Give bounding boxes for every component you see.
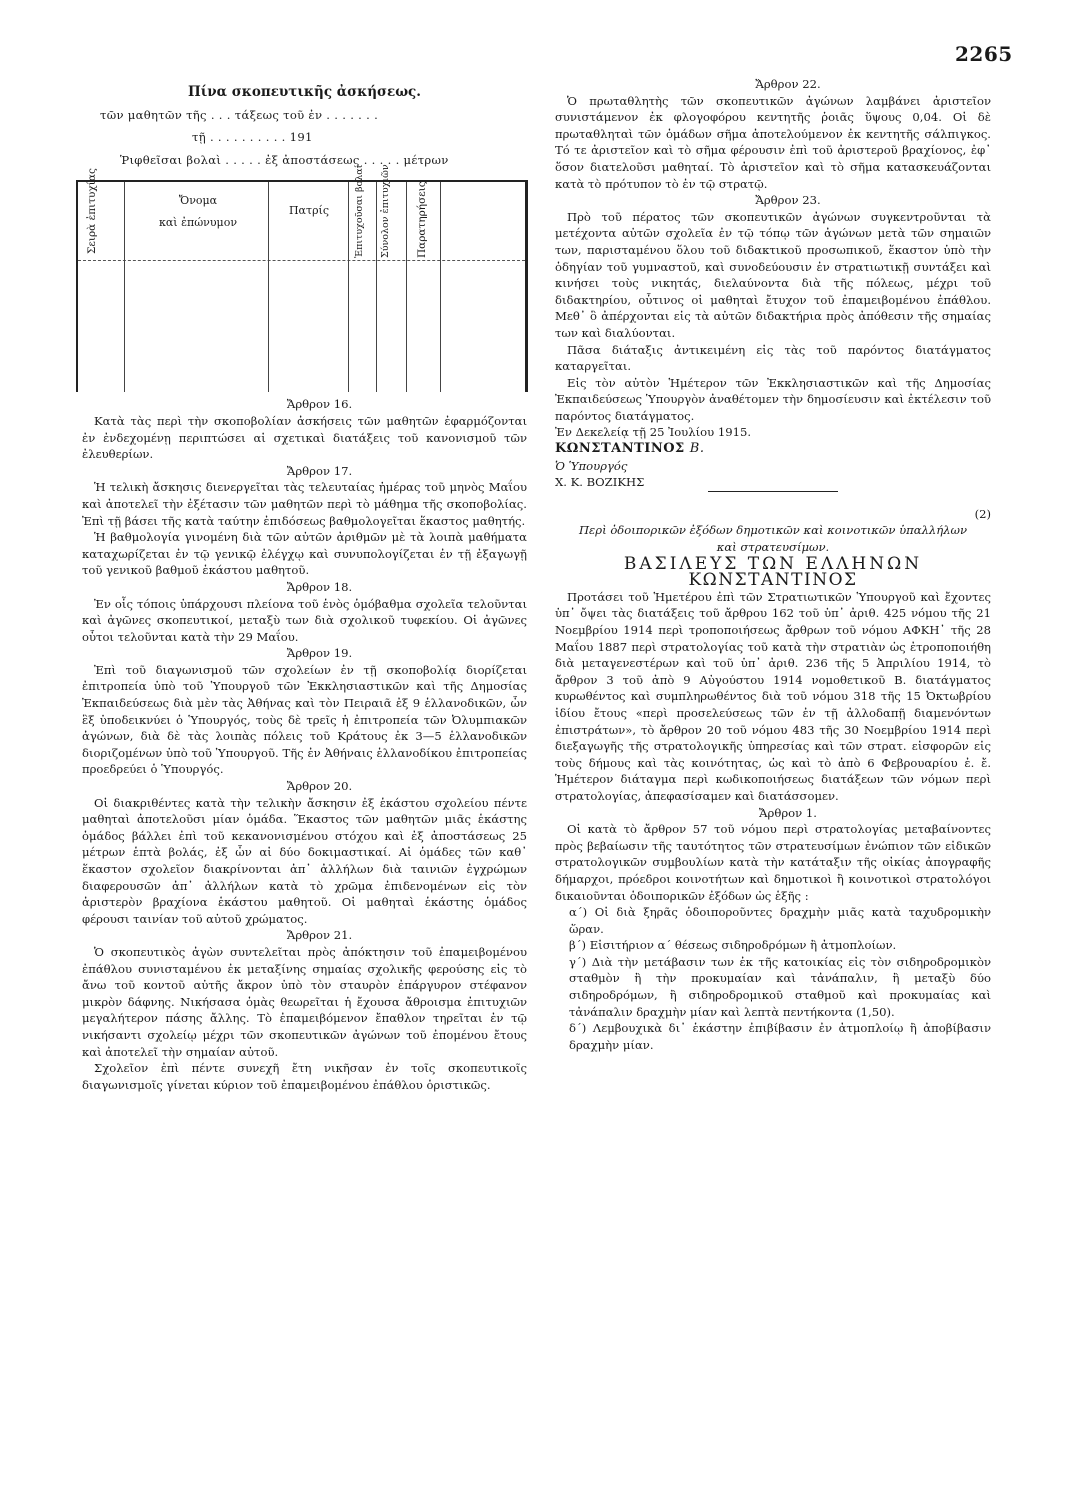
king-name: ΚΩΝΣΤΑΝΤΙΝΟΣ <box>555 441 685 457</box>
article-1-heading: Ἄρθρον 1. <box>759 805 817 820</box>
column-total: Σύνολον ἐπιτυχιῶν <box>380 164 391 259</box>
article-17-text-1: Ἡ τελικὴ ἄσκησις διενεργεῖται τὰς τελευταίας ἡμέρας τοῦ μηνὸς Μαΐου καὶ ἀποτελεῖ τὴν ἐξέτασιν τῶν μαθητῶν περὶ τὸ μάθημα τῆς σκοποβολίας. Ἐπὶ τῇ βάσει τῆς κατὰ ταύτην ἐπιδόσεως βαθμολογεῖται ἕκαστος μαθητής. <box>82 480 527 528</box>
article-22-text: Ὁ πρωταθλητὴς τῶν σκοπευτικῶν ἀγώνων λαμβάνει ἀριστεῖον συνιστάμενον ἐκ φλογοφόρου κεντητῆς ῥοιᾶς ὕψους 0,04. Οἱ δὲ πρωταθληταὶ τῶν ὁμάδων σῆμα ἀποτελούμενον ἐκ κεντητῆς σάλπιγκος. Τό τε ἀριστεῖον καὶ τὸ σῆμα φέρουσιν ἐπὶ τοῦ ἀριστεροῦ βραχίονος, ἐφ᾽ ὅσον διατελοῦσι μαθηταί. Τὸ ἀριστεῖον καὶ τὸ σῆμα κατασκευάζονται κατὰ τὸ πρότυπον τὸ ἐν τῷ στρατῷ. <box>555 93 991 191</box>
separator-rule <box>708 491 838 492</box>
form-line-shots: Ῥιφθεῖσαι βολαὶ . . . . . ἐξ ἀποστάσεως . . . . . μέτρων <box>120 152 449 167</box>
list-item-c: γ΄) Διὰ τὴν μετάβασιν των ἐκ τῆς κατοικίας εἰς τὸν σιδηροδρομικὸν σταθμὸν ἢ τὴν προκυμαίαν καὶ τἀνάπαλιν, ἢ μεταξὺ δύο σιδηροδρόμων, ἢ σιδηροδρομικοῦ σταθμοῦ καὶ προκυμαίας καὶ τἀνάπαλιν δραχμὴν μίαν καὶ λεπτὰ πεντήκοντα (1,50). <box>569 954 991 1019</box>
score-table <box>76 164 528 392</box>
page-number: 2265 <box>955 42 1013 66</box>
article-22-heading: Ἄρθρον 22. <box>755 77 821 91</box>
right-column <box>555 76 991 1053</box>
form-title: Πίνα σκοπευτικῆς ἀσκήσεως. <box>188 84 421 100</box>
list-item-b: β΄) Εἰσιτήριον α΄ θέσεως σιδηροδρόμων ἢ ἀτμοπλοίων. <box>569 938 897 953</box>
column-serial: Σειρὰ ἐπιτυχίας <box>86 168 98 255</box>
form-line-date: τῇ . . . . . . . . . . 191 <box>192 130 313 145</box>
article-18-heading: Ἄρθρον 18. <box>286 579 353 594</box>
king-signature <box>555 441 991 458</box>
heading-king-of-greeks: ΒΑΣΙΛΕΥΣ ΤΩΝ ΕΛΛΗΝΩΝ <box>623 553 923 574</box>
article-1-text: Οἱ κατὰ τὸ ἄρθρον 57 τοῦ νόμου περὶ στρατολογίας μεταβαίνοντες πρὸς βεβαίωσιν τῆς ταυτότητος τῶν στρατευσίμων ἐνώπιον τῶν εἰδικῶν στρατολογικῶν συμβουλίων κατὰ τὴν κατάταξιν τῆς οἰκίας ἀπογραφῆς δήμαρχοι, πρόεδροι κοινοτήτων καὶ δημοτικοὶ ἢ κοινοτικοὶ στρατολόγοι δικαιοῦνται ὁδοιπορικῶν ἐξόδων ὡς ἑξῆς : <box>555 822 991 903</box>
minister-name: Χ. Κ. ΒΟΖΙΚΗΣ <box>555 475 645 490</box>
article-17-heading: Ἄρθρον 17. <box>286 463 353 478</box>
list-item-d: δ΄) Λεμβουχικὰ δι᾽ ἑκάστην ἐπιβίβασιν ἐν ἀτμοπλοίῳ ἢ ἀποβίβασιν δραχμὴν μίαν. <box>569 1021 991 1052</box>
decree-number: (2) <box>974 506 991 521</box>
article-18-text: Ἐν οἷς τόποις ὑπάρχουσι πλείονα τοῦ ἑνὸς ὁμόβαθμα σχολεῖα τελοῦνται καὶ ἀγῶνες σκοπευτικοί, μεταξὺ των διὰ σχολικοῦ τυφεκίου. Οἱ ἀγῶνες οὗτοι τελοῦνται κατὰ τὴν 29 Μαΐου. <box>82 596 527 644</box>
column-name-1: Ὄνομα <box>178 194 218 208</box>
article-16-heading: Ἄρθρον 16. <box>286 397 353 412</box>
preamble-text: Προτάσει τοῦ Ἡμετέρου ἐπὶ τῶν Στρατιωτικῶν Ὑπουργοῦ καὶ ἔχοντες ὑπ᾽ ὄψει τὰς διατάξεις τοῦ ἄρθρου 162 τοῦ ὑπ᾽ ἀριθ. 425 νόμου τῆς 21 Νοεμβρίου 1914 περὶ τροποποιήσεως ἄρθρων τοῦ νόμου ΑΦΚΗ᾽ τῆς 28 Μαΐου 1887 περὶ στρατολογίας τοῦ κατὰ τὴν στρατιὰν ὡς ἐτροποποιήθη διὰ μεταγενεστέρων καὶ τοῦ ὑπ᾽ ἀριθ. 236 τῆς 5 Ἀπριλίου 1914, τὸ ἄρθρον 3 τοῦ ἀπὸ 9 Αὐγούστου 1914 νομοθετικοῦ Β. διατάγματος κυρωθέντος καὶ συμπληρωθέντος διὰ τοῦ νόμου 318 τῆς 15 Ὀκτωβρίου ἰδίου ἔτους «περὶ προσελεύσεως τῶν ἐν τῇ ἀλλοδαπῇ διαμενόντων ἐπιστράτων», τὸ ἄρθρον 20 τοῦ νόμου 483 τῆς 30 Νοεμβρίου 1914 περὶ διεξαγωγῆς τῆς στρατολογικῆς ὑπηρεσίας καὶ τῶν στρατ. εἰσφορῶν εἰς τοὺς δήμους καὶ τὰς κοινότητας, ὡς καὶ τὸ ἀπὸ 6 Φεβρουαρίου ἐ. ἔ. Ἡμέτερον διάταγμα περὶ κωδικοποιήσεως διατάξεων τῶν νόμων περὶ στρατολογίας, ἀπεφασίσαμεν καὶ διατάσσομεν. <box>555 589 991 803</box>
article-23-text-3: Εἰς τὸν αὐτὸν Ἡμέτερον τῶν Ἐκκλησιαστικῶν καὶ τῆς Δημοσίας Ἐκπαιδεύσεως Ὑπουργὸν ἀναθέτομεν τὴν δημοσίευσιν καὶ ἐκτέλεσιν τοῦ παρόντος διατάγματος. <box>555 375 991 423</box>
column-name-2: καὶ ἐπώνυμον <box>158 216 238 230</box>
article-21-text-1: Ὁ σκοπευτικὸς ἀγὼν συντελεῖται πρὸς ἀπόκτησιν τοῦ ἐπαμειβομένου ἐπάθλου συνισταμένου ἐκ μεταξίνης σημαίας σχολικῆς φερούσης εἰς τὸ ἄνω τοῦ κοντοῦ αὐτῆς ἄκρον ὑπὸ τὸν σταυρὸν ἐπάργυρον στέφανον μικρὸν δάφνης. Νικήσασα ὁμὰς θεωρεῖται ἡ ἔχουσα ἄθροισμα ἐπιτυχιῶν μεγαλήτερον πάσης ἄλλης. Τὸ ἐπαμειβόμενον ἔπαθλον τηρεῖται ἐν τῷ νικήσαντι σχολείῳ μέχρι τῶν σκοπευτικῶν ἀγώνων τοῦ ἐπομένου ἔτους καὶ ἀποτελεῖ τὴν σημαίαν αὐτοῦ. <box>82 944 527 1059</box>
article-19-heading: Ἄρθρον 19. <box>286 646 353 661</box>
article-23-text-2: Πᾶσα διάταξις ἀντικειμένη εἰς τὰς τοῦ παρόντος διατάγματος καταργεῖται. <box>555 342 991 374</box>
article-23-heading: Ἄρθρον 23. <box>755 193 821 208</box>
article-19-text: Ἐπὶ τοῦ διαγωνισμοῦ τῶν σχολείων ἐν τῇ σκοποβολίᾳ διορίζεται ἐπιτροπεία ὑπὸ τοῦ Ὑπουργοῦ τῶν Ἐκκλησιαστικῶν καὶ τῆς Δημοσίας Ἐκπαιδεύσεως διὰ μὲν τὰς Ἀθήνας καὶ τὸν Πειραιᾶ ἐξ 9 ἑλλανοδικῶν, ὧν ἓξ ὑποδεικνύει ὁ Ὑπουργός, τοὺς δὲ τρεῖς ἡ ἐπιτροπεία τῶν Ὀλυμπιακῶν ἀγώνων, διὰ δὲ τὰς λοιπὰς πόλεις τοῦ Κράτους ἐκ 3—5 ἑλλανοδικῶν διοριζομένων ὑπὸ τοῦ Ὑπουργοῦ. Τῆς ἐν Ἀθήναις ἑλλανοδίκου ἐπιτροπείας προεδρεύει ὁ Ὑπουργός. <box>82 662 527 777</box>
decree-title: Περὶ ὁδοιπορικῶν ἐξόδων δημοτικῶν καὶ κοινοτικῶν ὑπαλλήλων καὶ στρατευσίμων. <box>578 523 968 555</box>
article-23-text-1: Πρὸ τοῦ πέρατος τῶν σκοπευτικῶν ἀγώνων συγκεντροῦνται τὰ μετέχοντα αὐτῶν σχολεῖα ἐν τῷ τόπῳ τῶν ἀγώνων μετὰ τῶν σημαιῶν των, παρισταμένου ὅλου τοῦ διδακτικοῦ προσωπικοῦ, ἕκαστον ὑπὸ τὴν ὁδηγίαν τοῦ γυμναστοῦ, καὶ συνοδεύουσιν ἐν στρατιωτικῇ συντάξει καὶ κινήσει τοὺς νικητάς, διελαύνοντα διὰ τῆς πόλεως, μέχρι τοῦ διδακτηρίου, οὗτινος οἱ μαθηταὶ ἔτυχον τοῦ ἐπαμειβομένου ἐπάθλου. Μεθ᾽ ὃ ἀπέρχονται εἰς τὰ αὐτῶν διδακτήρια πρὸς ἀπόθεσιν τῆς σημαίας των καὶ διαλύονται. <box>555 209 991 340</box>
article-21-text-2: Σχολεῖον ἐπὶ πέντε συνεχῆ ἔτη νικῆσαν ἐν τοῖς σκοπευτικοῖς διαγωνισμοῖς γίνεται κύριον τοῦ ἐπαμειβομένου ἐπάθλου ὁριστικῶς. <box>82 1061 527 1092</box>
form-line-class: τῶν μαθητῶν τῆς . . . τάξεως τοῦ ἐν . . . . . . . <box>100 107 379 122</box>
column-homeland: Πατρίς <box>288 204 330 218</box>
minister-title: Ὁ Ὑπουργός <box>555 458 628 473</box>
article-16-text: Κατὰ τὰς περὶ τὴν σκοποβολίαν ἀσκήσεις τῶν μαθητῶν ἐφαρμόζονται ἐν ἐνδεχομένῃ περιπτώσει αἱ σχετικαὶ διατάξεις τοῦ κανονισμοῦ τῶν ἐλευθερίων. <box>82 413 527 462</box>
column-remarks: Παρατηρήσεις <box>416 181 428 259</box>
left-column <box>82 72 527 1093</box>
article-20-heading: Ἄρθρον 20. <box>286 779 353 794</box>
article-20-text: Οἱ διακριθέντες κατὰ τὴν τελικὴν ἄσκησιν ἐξ ἑκάστου σχολείου πέντε μαθηταὶ ἀποτελοῦσι μίαν ὁμάδα. Ἕκαστος τῶν μαθητῶν μιᾶς ἑκάστης ὁμάδος βάλλει ἐπὶ τοῦ κεκανονισμένου στόχου καὶ ἐξ ἀποστάσεως 25 μέτρων ἑπτὰ βολάς, ἐξ ὧν αἱ δύο δοκιμαστικαί. Αἱ ὁμάδες τῶν καθ᾽ ἕκαστον σχολεῖον διακρίνονται ἀπ᾽ ἀλλήλων διὰ ταινιῶν ἐγχρώμων διαφερουσῶν ἀπ᾽ ἀλλήλων κατὰ τὸ χρῶμα ἐπιδενομένων εἰς τὸν ἀριστερὸν βραχίονα ἑκάστου μαθητοῦ. Οἱ μαθηταὶ ἑκάστης ὁμάδος φέρουσι ταινίαν τοῦ αὐτοῦ χρώματος. <box>82 795 527 926</box>
list-item-a: α΄) Οἱ διὰ ξηρᾶς ὁδοιποροῦντες δραχμὴν μιᾶς κατὰ ταχυδρομικὴν ὥραν. <box>569 905 991 936</box>
article-17-text-2: Ἡ βαθμολογία γινομένη διὰ τῶν αὐτῶν ἀριθμῶν μὲ τὰ λοιπὰ μαθήματα καταχωρίζεται ἐν τῷ γενικῷ ἐλέγχῳ καὶ συνυπολογίζεται ἐν τῇ ἐξαγωγῇ τοῦ γενικοῦ βαθμοῦ ἑκάστου μαθητοῦ. <box>82 530 527 578</box>
signing-date: Ἐν Δεκελείᾳ τῇ 25 Ἰουλίου 1915. <box>555 425 752 440</box>
column-hits: Ἐπιτυχοῦσαι βολαί <box>354 165 365 259</box>
king-ordinal: Β. <box>689 441 705 457</box>
article-21-heading: Ἄρθρον 21. <box>286 928 353 943</box>
heading-konstantinos: ΚΩΝΣΤΑΝΤΙΝΟΣ <box>688 570 858 591</box>
